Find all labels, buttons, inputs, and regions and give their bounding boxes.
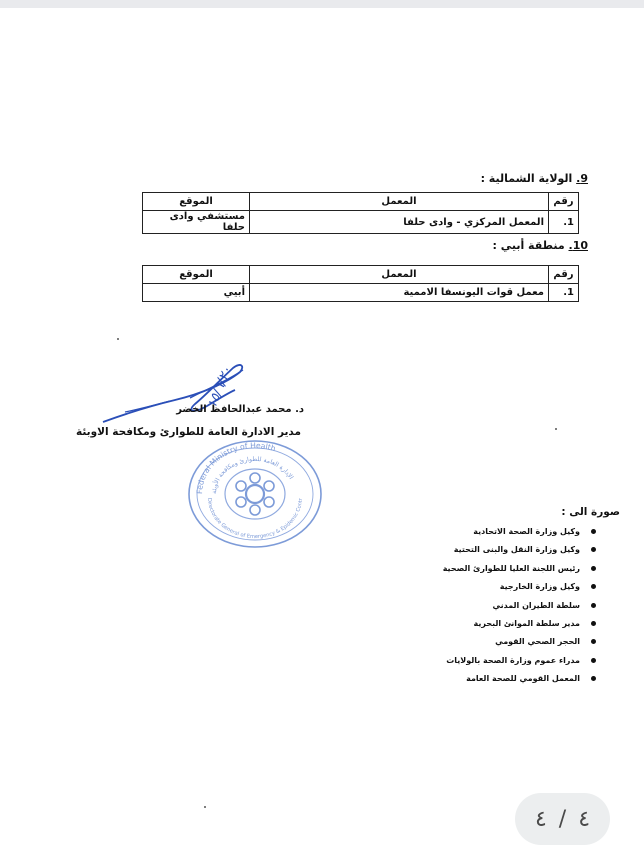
section-10-number: 10. — [568, 239, 588, 252]
page-total: ٤ — [534, 806, 547, 832]
table-row — [143, 211, 579, 234]
signatory-title: مدير الادارة العامة للطوارئ ومكافحة الاوبئة — [76, 426, 301, 438]
stamp-english-top: Federal Ministry of Health — [194, 440, 277, 495]
list-item: وكيل وزارة النقل والبنى التحتية — [443, 543, 592, 561]
signature-date: ١٥/٦/٢٠ — [204, 364, 236, 411]
header-lab: المعمل — [250, 266, 549, 284]
section-10-table — [142, 265, 579, 302]
list-item: المعمل القومي للصحة العامة — [443, 672, 592, 690]
list-item: رئيس اللجنة العليا للطوارئ الصحية — [443, 562, 592, 580]
document-page — [0, 8, 644, 859]
header-num: رقم — [549, 266, 579, 284]
page-current: ٤ — [578, 806, 591, 832]
stamp-arabic-text: الإدارة العامة للطوارئ ومكافحة الأوبئة — [210, 455, 295, 495]
header-num: رقم — [549, 193, 579, 211]
row-num: 1. — [549, 284, 579, 302]
table-header-row — [143, 266, 579, 284]
row-lab: المعمل المركزي - وادى حلفا — [250, 211, 549, 234]
list-item: مدير سلطة الموانئ البحرية — [443, 617, 592, 635]
list-item: مدراء عموم وزارة الصحة بالولايات — [443, 654, 592, 672]
list-item: الحجر الصحي القومي — [443, 635, 592, 653]
section-9-title — [481, 172, 588, 185]
row-location: مستشفي وادى حلفا — [143, 211, 250, 234]
table-header-row — [143, 193, 579, 211]
stamp-english-bottom: Directorate General of Emergency & Epidemic Contr — [205, 497, 305, 541]
list-item: وكيل وزارة الخارجية — [443, 580, 592, 598]
official-stamp — [186, 438, 324, 550]
header-location: الموقع — [143, 193, 250, 211]
section-9-label: الولاية الشمالية : — [480, 172, 573, 185]
row-location: أبيي — [143, 284, 250, 302]
copies-list — [443, 525, 592, 691]
speck — [555, 428, 557, 430]
section-10-label: منطقة أبيي : — [492, 239, 565, 252]
row-num: 1. — [549, 211, 579, 234]
viewer-top-bar — [0, 0, 644, 8]
speck — [117, 338, 119, 340]
copies-title: صورة الى : — [561, 506, 620, 518]
header-lab: المعمل — [250, 193, 549, 211]
section-9-number: 9. — [576, 172, 588, 185]
header-location: الموقع — [143, 266, 250, 284]
page-separator: / — [558, 806, 567, 832]
page-indicator[interactable] — [515, 793, 610, 845]
list-item: وكيل وزارة الصحة الاتحادية — [443, 525, 592, 543]
row-lab: معمل قوات اليونسفا الاممية — [250, 284, 549, 302]
section-9-table — [142, 192, 579, 234]
section-10-title — [492, 239, 588, 252]
signatory-name: د. محمد عبدالحافظ الخضر — [176, 404, 304, 415]
speck — [204, 806, 206, 808]
list-item: سلطة الطيران المدني — [443, 599, 592, 617]
table-row — [143, 284, 579, 302]
